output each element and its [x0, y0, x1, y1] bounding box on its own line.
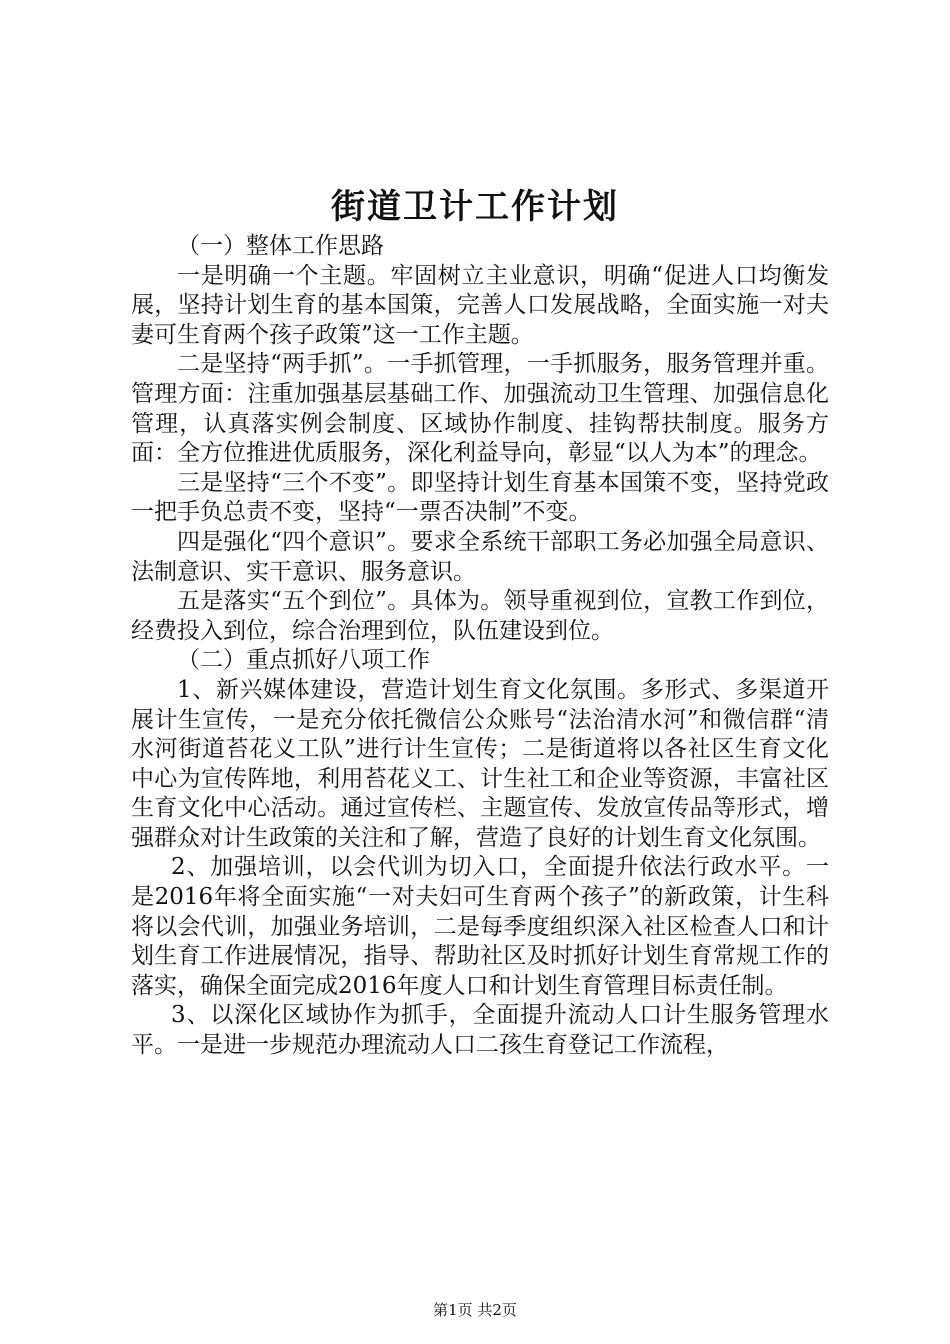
section-heading-eight-tasks: （二）重点抓好八项工作	[177, 647, 430, 674]
section-heading-overall-approach: （一）整体工作思路	[177, 233, 384, 259]
paragraph-one-theme: 一是明确一个主题。牢固树立主业意识，明确“促进人口均衡发展，坚持计划生育的基本国策，完善人口发展战略，全面实施一对夫妻可生育两个孩子政策”这一工作主题。	[131, 262, 829, 348]
paragraph-item-3-regional-cooperation: 3、以深化区域协作为抓手，全面提升流动人口计生服务管理水平。一是进一步规范办理流动人口二孩生育登记工作流程，	[131, 1002, 829, 1059]
paragraph-three-unchanged: 三是坚持“三个不变”。即坚持计划生育基本国策不变，坚持党政一把手负总责不变，坚持“一票否决制”不变。	[131, 469, 829, 526]
paragraph-five-in-place: 五是落实“五个到位”。具体为。领导重视到位，宣教工作到位，经费投入到位，综合治理到位，队伍建设到位。	[131, 588, 829, 644]
paragraph-item-1-media: 1、新兴媒体建设，营造计划生育文化氛围。多形式、多渠道开展计生宣传，一是充分依托微信公众账号“法治清水河”和微信群“清水河街道苔花义工队”进行计生宣传；二是街道将以各社区生育文化中心为宣传阵地，利用苔花义工、计生社工和企业等资源，丰富社区生育文化中心活动。通过宣传栏、主题宣传、发放宣传品等形式，增强群众对计生政策的关注和了解，营造了良好的计划生育文化氛围。	[131, 676, 829, 851]
paragraph-two-hands: 二是坚持“两手抓”。一手抓管理，一手抓服务，服务管理并重。管理方面：注重加强基层基础工作、加强流动卫生管理、加强信息化管理，认真落实例会制度、区域协作制度、挂钩帮扶制度。服务方面：全方位推进优质服务，深化利益导向，彰显“以人为本”的理念。	[131, 351, 829, 467]
page-number-footer: 第1页 共2页	[433, 1301, 517, 1319]
document-body	[131, 232, 829, 1061]
document-title: 街道卫计工作计划	[331, 187, 619, 227]
paragraph-item-2-training: 2、加强培训，以会代训为切入口，全面提升依法行政水平。一是2016年将全面实施“一对夫妇可生育两个孩子”的新政策，计生科将以会代训，加强业务培训，二是每季度组织深入社区检查人口和计划生育工作进展情况，指导、帮助社区及时抓好计划生育常规工作的落实，确保全面完成2016年度人口和计划生育管理目标责任制。	[131, 854, 829, 999]
paragraph-four-awareness: 四是强化“四个意识”。要求全系统干部职工务必加强全局意识、法制意识、实干意识、服务意识。	[131, 528, 829, 585]
